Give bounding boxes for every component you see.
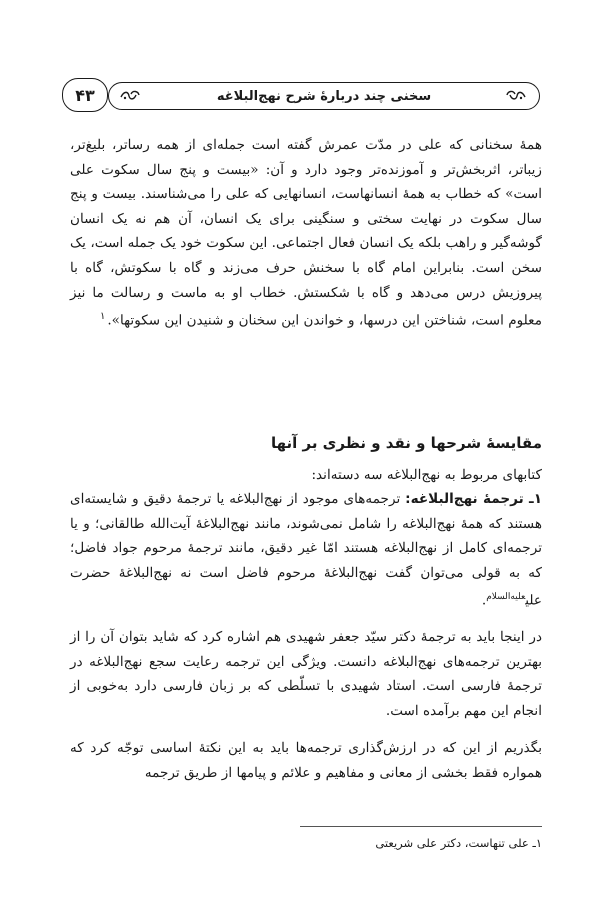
ornament-right-icon — [505, 88, 527, 104]
honorific-mark: عليه‌السلام — [486, 592, 526, 603]
paragraph-2-text: ترجمه‌های موجود از نهج‌البلاغه یا ترجمۀ دقیق و شایسته‌ای هستند که همۀ نهج‌البلاغه را شامل نمی‌شوند، مانند نهج‌البلاغۀ آیت‌الله طالقانی؛ و یا ترجمه‌ای کامل از نهج‌البلاغه هستند امّا غیر دقیق، مانند ترجمۀ مرحوم جواد فاضل؛ که به قولی می‌توان گفت نهج‌البلاغۀ مرحوم فاضل است نه نهج‌البلاغۀ حضرت علی — [70, 491, 542, 609]
paragraph-4: بگذریم از این که در ارزش‌گذاری ترجمه‌ها باید به این نکتۀ اساسی توجّه کرد که همواره فقط بخشی از معانی و مفاهیم و علائم و پیامها از طریق ترجمه — [70, 740, 542, 781]
section-heading: مقایسۀ شرحها و نقد و نظری بر آنها — [270, 434, 542, 452]
footnote-divider — [300, 826, 542, 827]
running-header — [108, 82, 540, 110]
paragraph-3: در اینجا باید به ترجمۀ دکتر سیّد جعفر شهیدی هم اشاره کرد که شاید بتوان آن را از بهترین ترجمه‌های نهج‌البلاغه دانست. ویژگی این ترجمه رعایت سجع نهج‌البلاغه در ترجمۀ فارسی است. استاد شهیدی با تسلّطی که بر زبان فارسی دارد به‌خوبی از انجام این مهم برآمده است. — [70, 629, 542, 719]
paragraph-1-text: همۀ سخنانی که علی در مدّت عمرش گفته است جمله‌ای از همه رساتر، بلیغ‌تر، زیباتر، اثربخش‌تر و آموزنده‌تر وجود دارد و آن: «بیست و پنج سال سکوت علی است» که خطاب به همۀ انسانهاست، انسانهایی که علی را می‌شناسند. بیست و پنج سال سکوت در نهایت سختی و سنگینی برای یک انسان، آن هم نه یک انسان گوشه‌گیر و راهب بلکه یک انسان فعال اجتماعی. این سکوت خود یک جمله است، یک سخن است. بنابراین امام گاه با سخنش حرف می‌زند و گاه با سکوتش، گاه با پیروزیش درس می‌دهد و گاه با شکستش. خطاب او به ماست و رسالت ما نیز معلوم است، شناختن این درسها، و خواندن این سخنان و شنیدن این سکوتها». — [70, 137, 542, 329]
footnote: ۱ـ علی تنهاست، دکتر علی شریعتی — [375, 836, 542, 850]
page-number: ۴۳ — [62, 78, 108, 112]
paragraph-1 — [70, 133, 542, 333]
intro-line: کتابهای مربوط به نهج‌البلاغه سه دسته‌اند: — [311, 467, 542, 483]
header-title: سخنی چند دربارۀ شرح نهج‌البلاغه — [216, 88, 432, 104]
paragraph-2-end: . — [481, 592, 487, 609]
paragraph-2 — [70, 487, 542, 614]
footnote-ref: ۱ — [99, 311, 106, 323]
paragraph-2-lead: ۱ـ ترجمۀ نهج‌البلاغه: — [405, 491, 542, 507]
